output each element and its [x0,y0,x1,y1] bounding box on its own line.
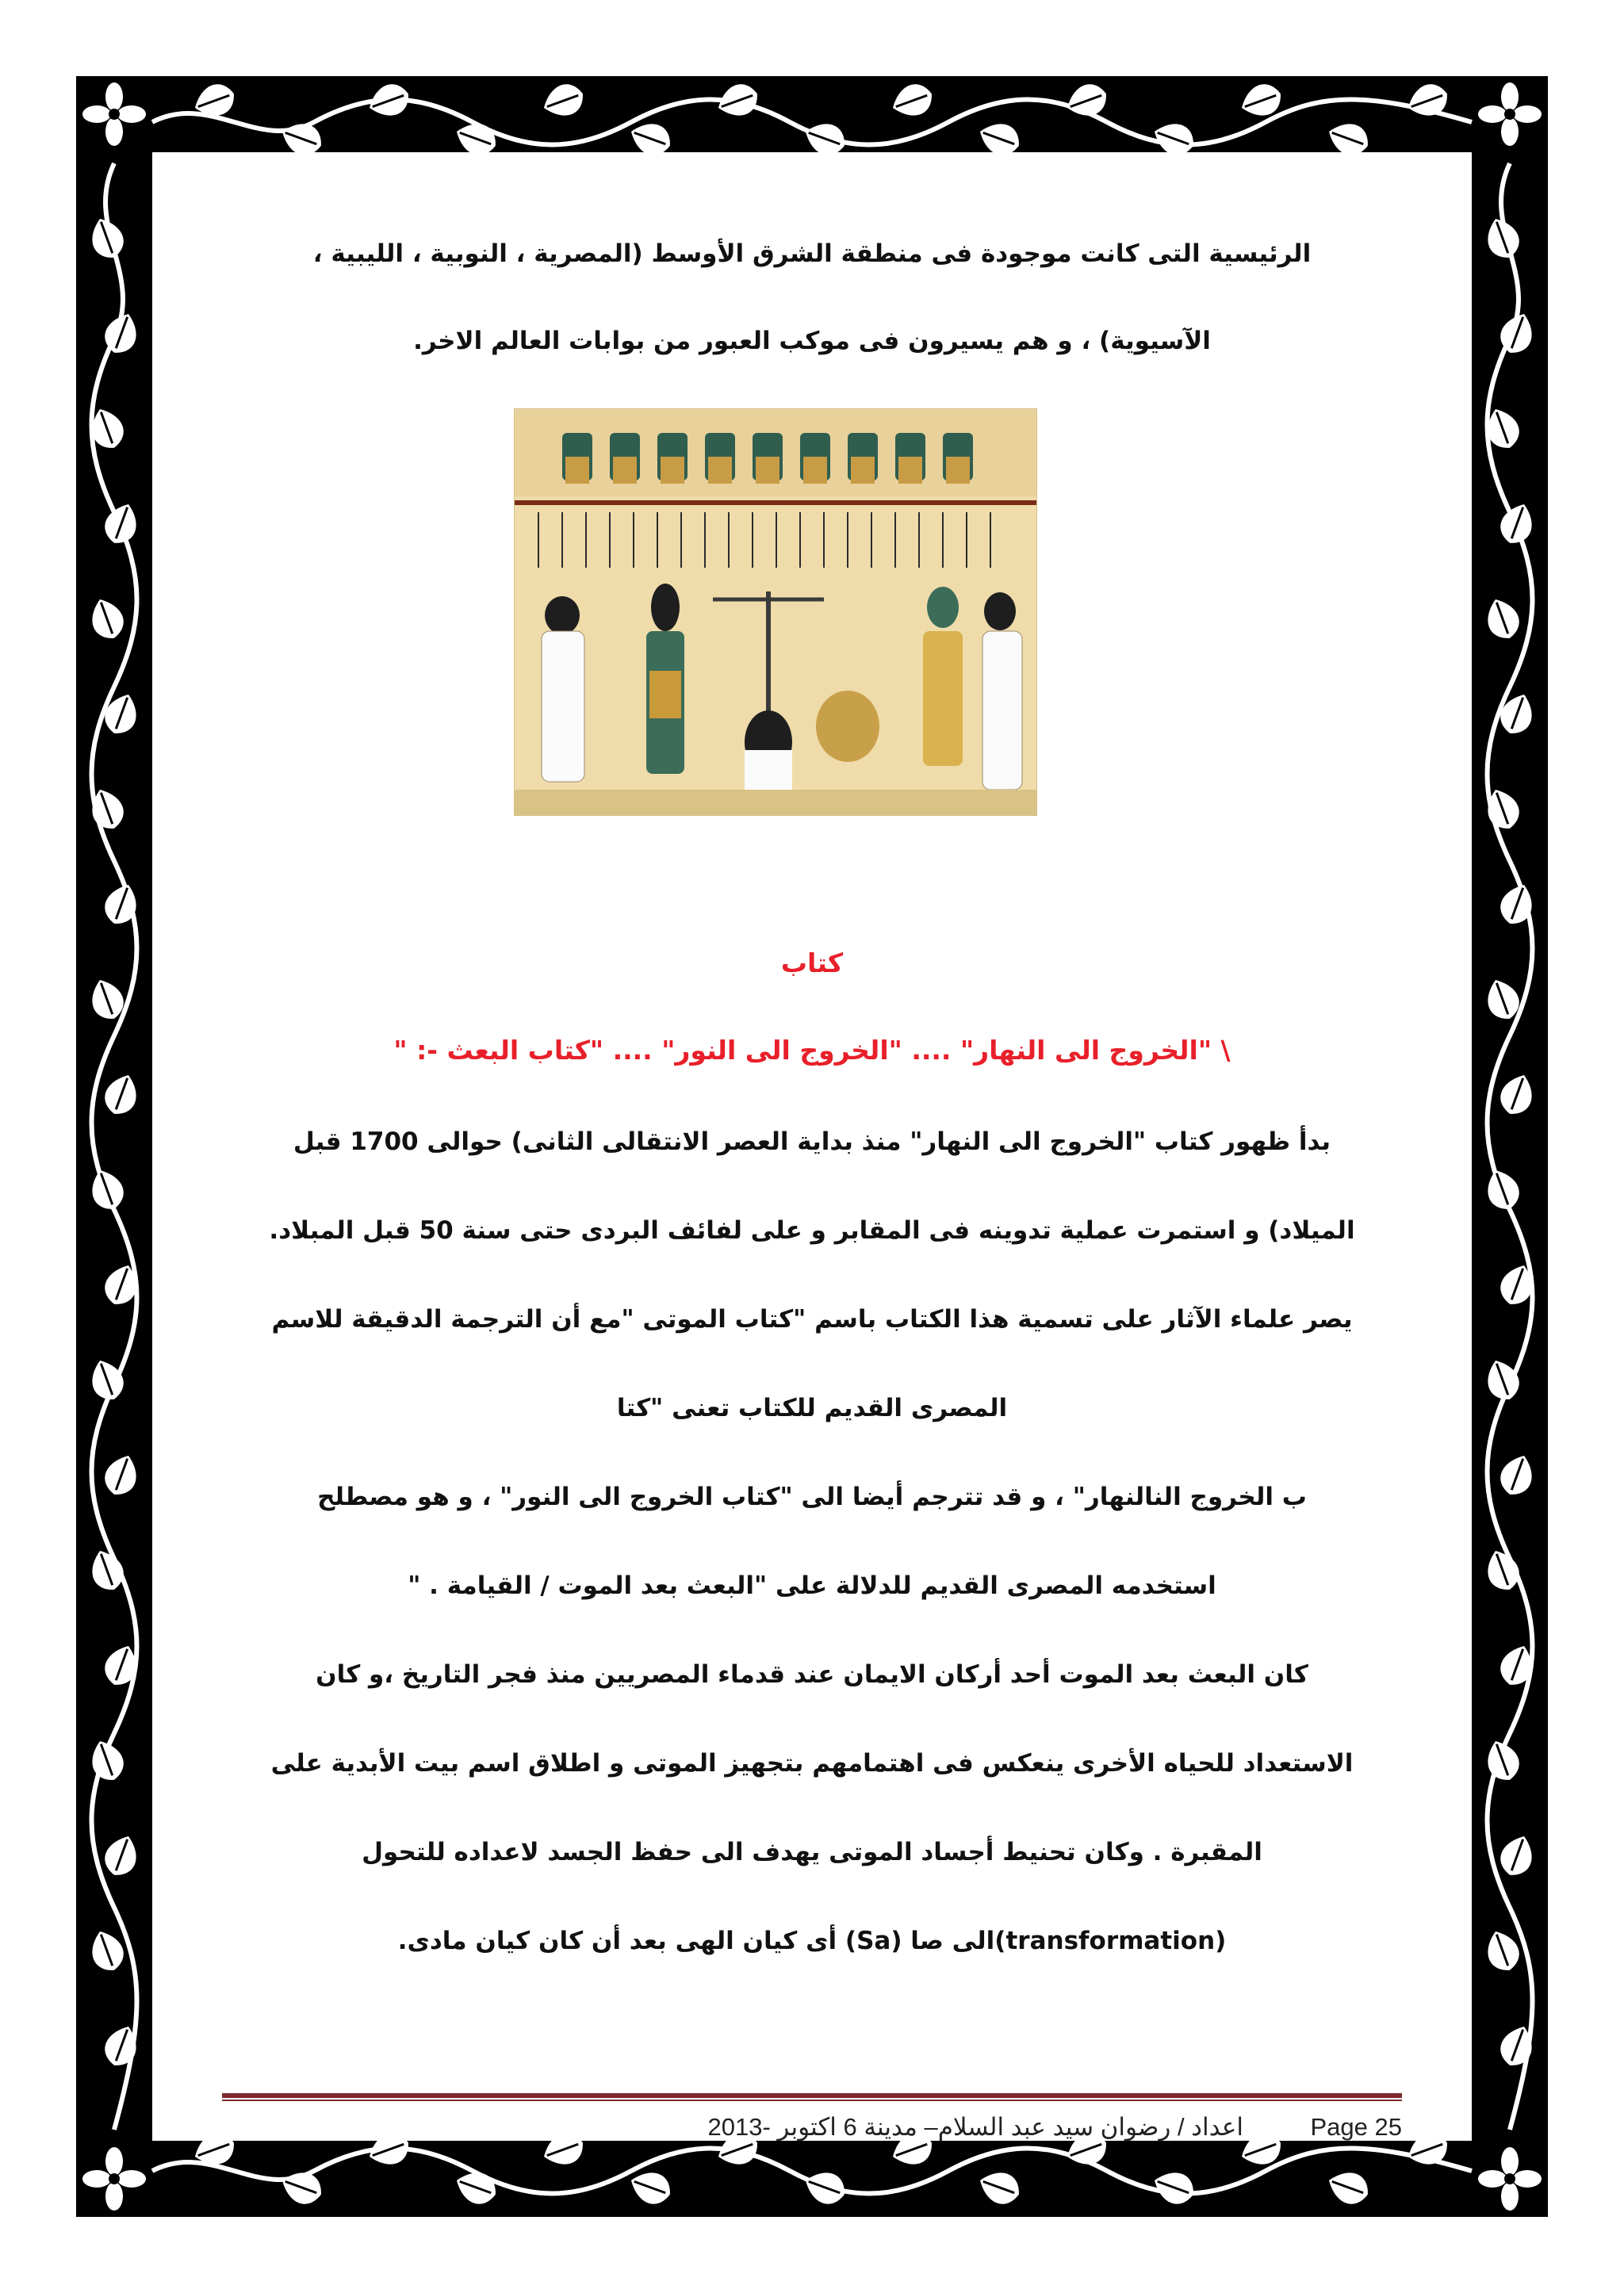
body-line-10: (transformation)الى صا (Sa) أى كيان الهى بعد أن كان كيان مادى. [397,1927,1227,1955]
body-line-5: ب الخروج النالنهار" ، و قد تترجم أيضا الى "كتاب الخروج الى النور" ، و هو مصطلح [317,1483,1307,1511]
top-paragraph-line-2: الآسيوية) ، و هم يسيرون فى موكب العبور من بوابات العالم الاخر. [413,327,1211,355]
papyrus-illustration [514,408,1037,816]
body-line-6: استخدمه المصرى القديم للدلالة على "البعث بعد الموت / القيامة . " [408,1571,1216,1600]
body-line-1: بدأ ظهور كتاب "الخروج الى النهار" منذ بداية العصر الانتقالى الثانى) حوالى 1700 قبل [293,1127,1331,1156]
page-footer [222,2113,1402,2149]
page-number: Page 25 [1310,2113,1402,2141]
body-line-3: يصر علماء الآثار على تسمية هذا الكتاب باسم "كتاب الموتى "مع أن الترجمة الدقيقة للاسم [271,1305,1353,1334]
footer-author: اعداد / رضوان سيد عبد السلام– مدينة 6 اكتوبر -2013 [707,2113,1243,2141]
body-line-8: الاستعداد للحياه الأخرى ينعكس فى اهتمامهم بتجهيز الموتى و اطلاق اسم بيت الأبدية على [270,1749,1354,1778]
section-subheading: \ "الخروج الى النهار" .... "الخروج الى النور" .... "كتاب البعث -: " [393,1035,1231,1066]
body-line-9: المقبرة . وكان تحنيط أجساد الموتى يهدف الى حفظ الجسد لاعداده للتحول [362,1838,1262,1866]
body-line-2: الميلاد) و استمرت عملية تدوينه فى المقابر و على لفائف البردى حتى سنة 50 قبل المبلاد. [269,1216,1355,1245]
section-heading: كتاب [780,947,844,978]
top-vine [152,79,1472,160]
body-line-7: كان البعث بعد الموت أحد أركان الايمان عند قدماء المصريين منذ فجر التاريخ ،و كان [316,1660,1308,1689]
egyptian-papyrus-judgment-scene-icon [515,409,1036,815]
footer-divider [222,2093,1402,2101]
body-line-4: المصرى القديم للكتاب تعنى "كتا [616,1394,1008,1422]
top-paragraph-line-1: الرئيسية التى كانت موجودة فى منطقة الشرق الأوسط (المصرية ، النوبية ، الليبية ، [312,239,1312,268]
